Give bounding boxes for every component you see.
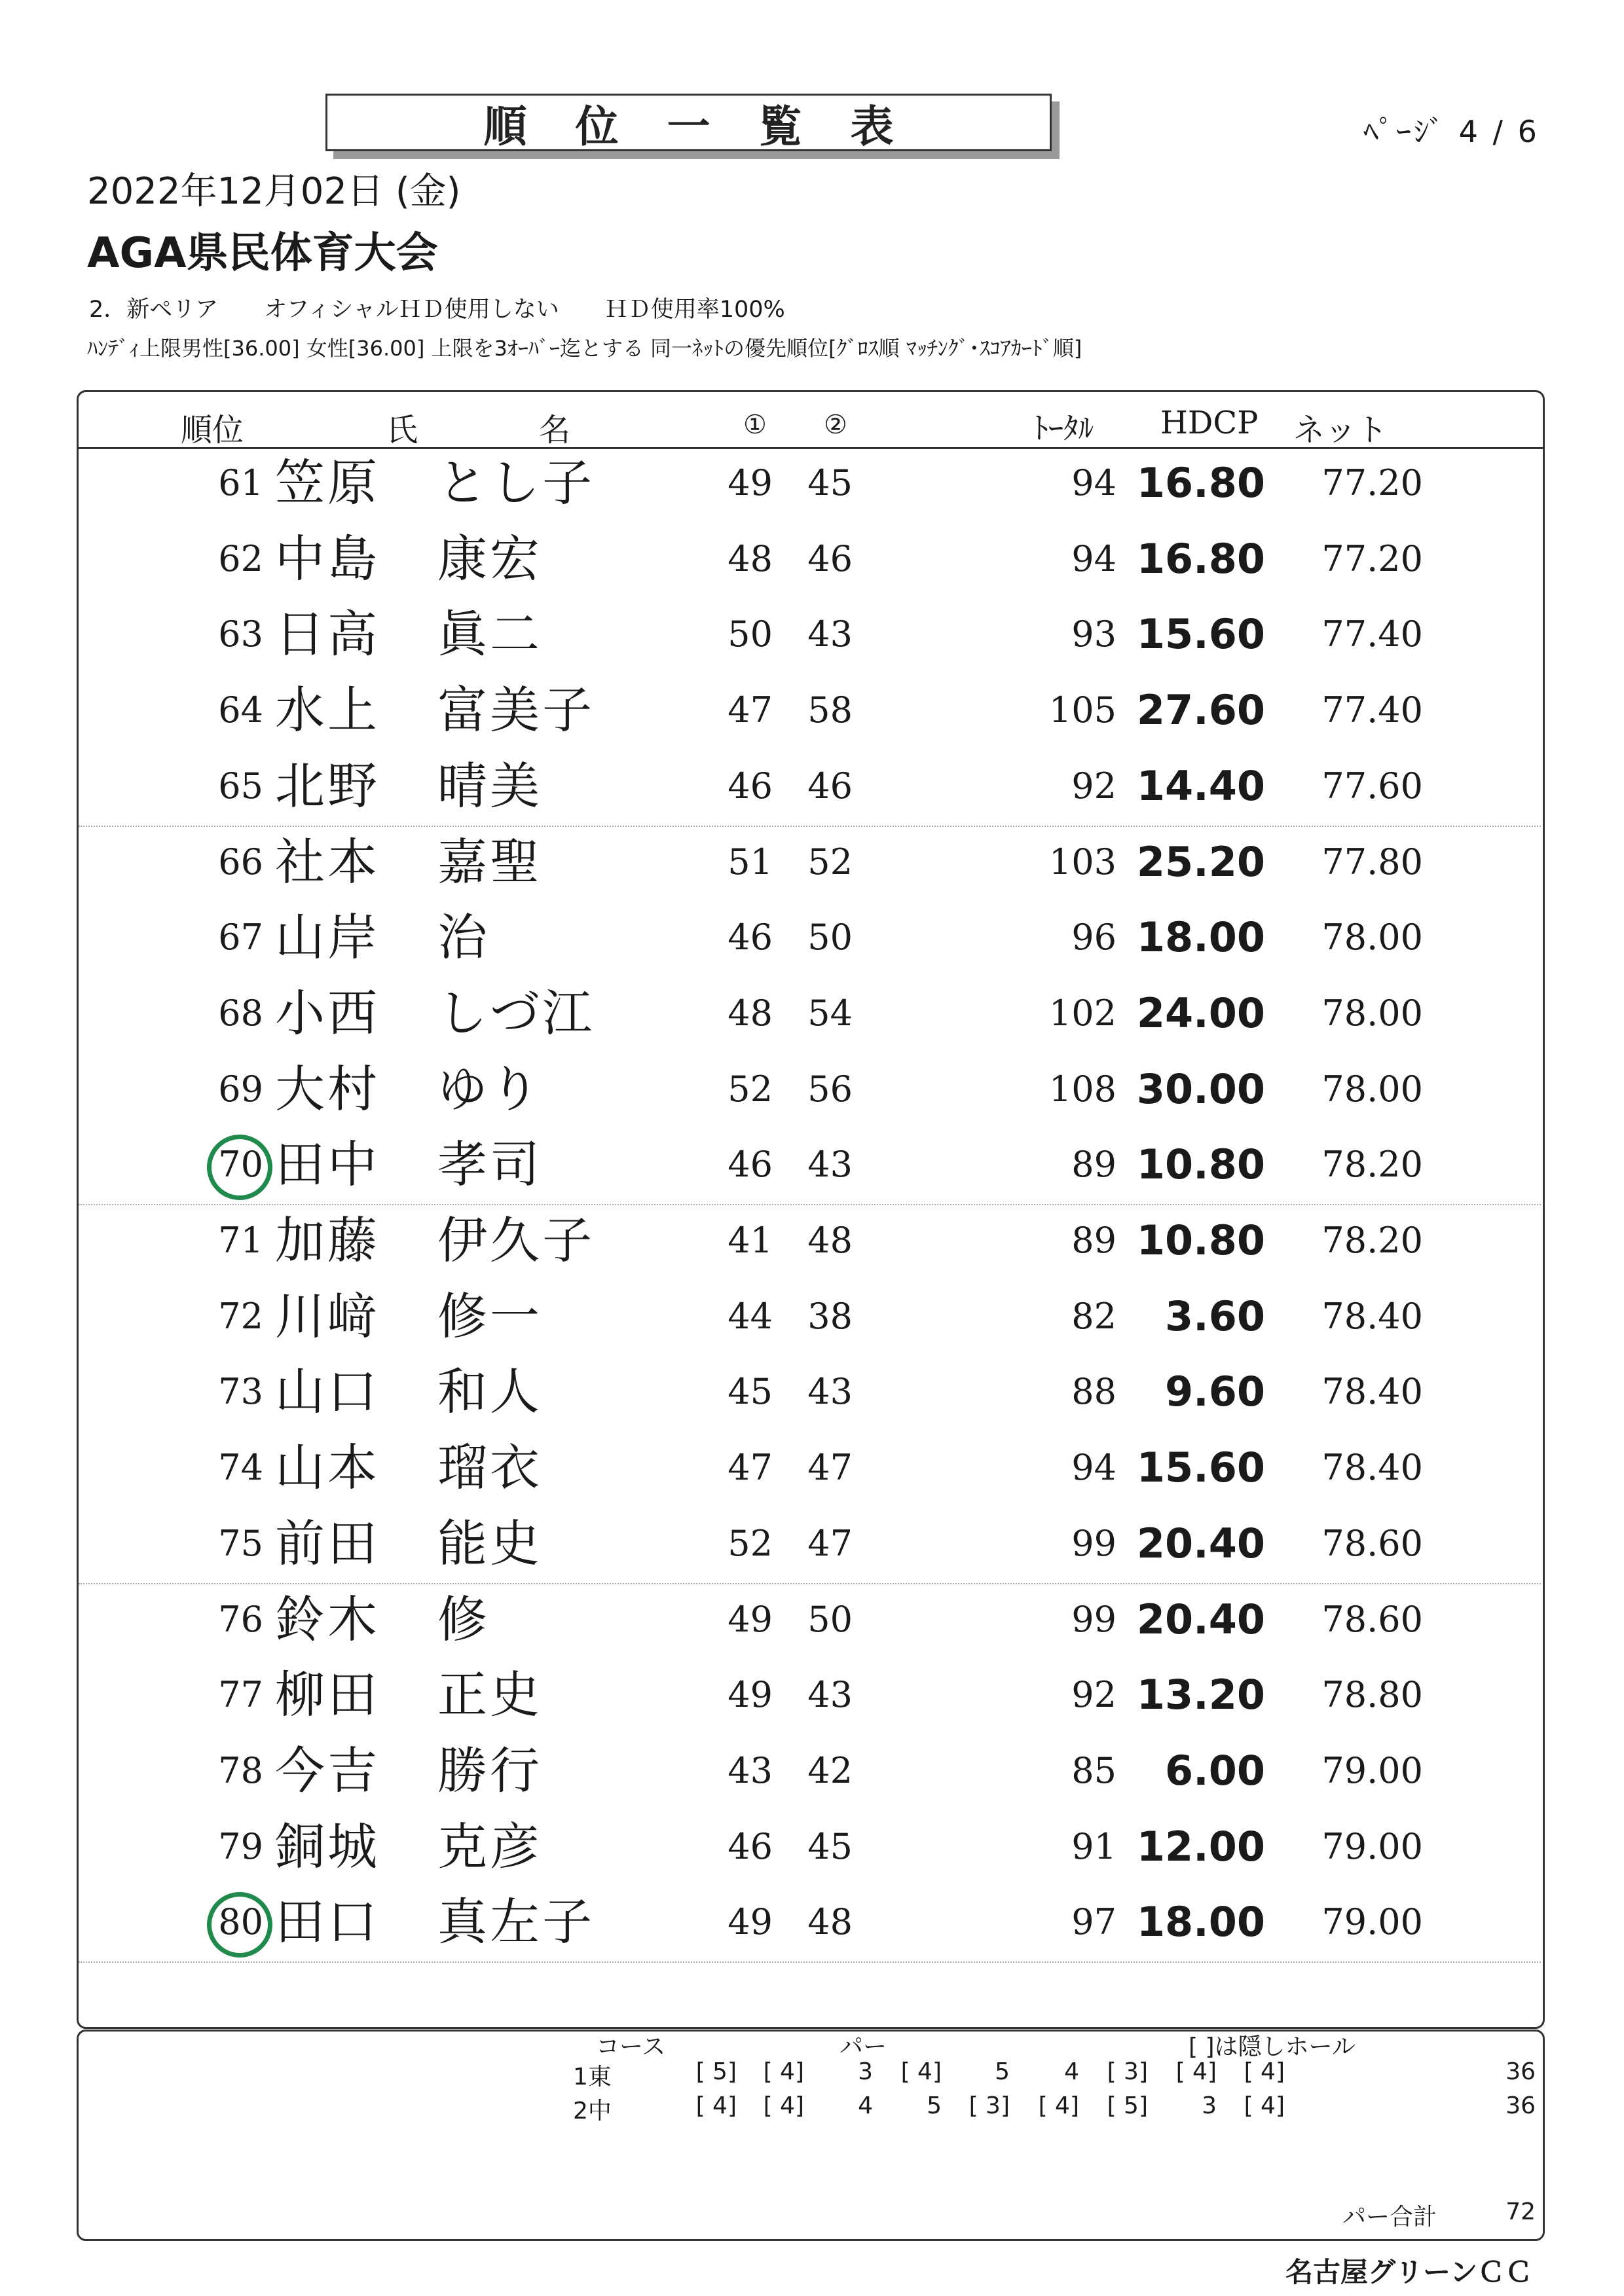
net-score-cell: 77.20: [1321, 538, 1423, 579]
rank-cell: 66: [218, 841, 263, 883]
hdcp-cell: 6.00: [1165, 1746, 1265, 1795]
highlight-circle: [207, 1135, 272, 1200]
in-score-cell: 46: [807, 538, 853, 579]
hdcp-cell: 20.40: [1136, 1519, 1265, 1567]
total-score-cell: 92: [1071, 765, 1116, 807]
rank-cell: 64: [218, 689, 263, 731]
hdcp-cell: 10.80: [1136, 1140, 1265, 1189]
total-score-cell: 82: [1071, 1295, 1116, 1337]
in-score-cell: 42: [807, 1749, 853, 1791]
table-row: [0, 748, 1624, 824]
out-score-cell: 46: [728, 1825, 773, 1867]
given-name-cell: 伊久子: [437, 1211, 595, 1269]
surname-cell: 銅城: [275, 1817, 380, 1876]
given-name-cell: とし子: [437, 454, 595, 512]
surname-cell: 今吉: [275, 1741, 380, 1800]
surname-cell: 田中: [275, 1135, 380, 1194]
surname-cell: 大村: [275, 1059, 380, 1118]
in-score-cell: 50: [807, 1598, 853, 1640]
in-score-cell: 43: [807, 613, 853, 655]
given-name-cell: 勝行: [437, 1741, 542, 1800]
out-score-cell: 46: [728, 917, 773, 958]
table-row: [0, 1127, 1624, 1203]
par-hole-cell: [ 5]: [695, 2058, 737, 2085]
net-score-cell: 77.40: [1321, 689, 1423, 731]
in-score-cell: 54: [807, 992, 853, 1034]
out-score-cell: 47: [728, 1447, 773, 1489]
par-hole-cell: 4: [858, 2092, 873, 2119]
table-row: [0, 521, 1624, 597]
header-net: ネット: [1293, 412, 1388, 448]
out-score-cell: 48: [728, 538, 773, 579]
surname-cell: 日高: [275, 605, 380, 664]
hdcp-cell: 27.60: [1136, 686, 1265, 735]
table-row: [0, 1733, 1624, 1809]
hdcp-cell: 9.60: [1165, 1368, 1265, 1416]
surname-cell: 中島: [275, 529, 380, 588]
given-name-cell: 眞二: [437, 605, 542, 664]
par-course-1-name: 1東: [573, 2064, 612, 2090]
net-score-cell: 78.20: [1321, 1144, 1423, 1186]
surname-cell: 前田: [275, 1514, 380, 1573]
total-score-cell: 93: [1071, 613, 1116, 655]
given-name-cell: 瑠衣: [437, 1438, 542, 1497]
out-score-cell: 52: [728, 1522, 773, 1564]
hdcp-cell: 25.20: [1136, 837, 1265, 886]
given-name-cell: しづ江: [437, 983, 595, 1042]
total-score-cell: 103: [1048, 841, 1116, 883]
net-score-cell: 77.80: [1321, 841, 1423, 883]
table-row: [0, 1809, 1624, 1885]
rank-cell: 74: [218, 1447, 263, 1489]
header-in: ②: [824, 410, 847, 440]
rank-cell: 70: [218, 1144, 263, 1186]
group-separator: [79, 1961, 1541, 1963]
in-score-cell: 48: [807, 1220, 853, 1261]
hdcp-cell: 18.00: [1136, 913, 1265, 962]
out-score-cell: 51: [728, 841, 773, 883]
given-name-cell: 富美子: [437, 681, 595, 740]
total-score-cell: 94: [1071, 1447, 1116, 1489]
header-name-2: 名: [539, 412, 571, 448]
given-name-cell: 正史: [437, 1666, 542, 1724]
given-name-cell: 晴美: [437, 756, 542, 815]
given-name-cell: 修: [437, 1590, 490, 1649]
total-score-cell: 94: [1071, 538, 1116, 579]
given-name-cell: 和人: [437, 1362, 542, 1421]
given-name-cell: 孝司: [437, 1135, 542, 1194]
total-score-cell: 92: [1071, 1674, 1116, 1716]
net-score-cell: 78.40: [1321, 1447, 1423, 1489]
par-hole-cell: [ 4]: [900, 2058, 942, 2085]
given-name-cell: 能史: [437, 1514, 542, 1573]
header-total: ﾄｰﾀﾙ: [1033, 410, 1094, 446]
par-hole-cell: [ 4]: [1244, 2058, 1285, 2085]
rank-cell: 76: [218, 1598, 263, 1640]
par-hole-cell: [ 4]: [1175, 2058, 1217, 2085]
in-score-cell: 38: [807, 1295, 853, 1337]
out-score-cell: 52: [728, 1068, 773, 1110]
out-score-cell: 49: [728, 1901, 773, 1943]
net-score-cell: 79.00: [1321, 1825, 1423, 1867]
net-score-cell: 78.40: [1321, 1371, 1423, 1413]
par-hole-cell: 5: [995, 2058, 1010, 2085]
out-score-cell: 49: [728, 462, 773, 503]
table-row: [0, 1582, 1624, 1658]
out-score-cell: 49: [728, 1598, 773, 1640]
in-score-cell: 43: [807, 1371, 853, 1413]
in-score-cell: 47: [807, 1447, 853, 1489]
surname-cell: 加藤: [275, 1211, 380, 1269]
hdcp-cell: 14.40: [1136, 761, 1265, 810]
rule-line-2: ﾊﾝﾃﾞｨ上限男性[36.00] 女性[36.00] 上限を3ｵｰﾊﾞｰ迄とする 同一ﾈｯﾄの優先順位[ｸﾞﾛｽ順 ﾏｯﾁﾝｸﾞ･ｽｺｱｶｰﾄﾞ順]: [87, 336, 1082, 361]
net-score-cell: 77.20: [1321, 462, 1423, 503]
total-score-cell: 105: [1048, 689, 1116, 731]
rule-line-1: 2．新ペリア オフィシャルＨＤ使用しない ＨＤ使用率100%: [89, 297, 785, 323]
in-score-cell: 46: [807, 765, 853, 807]
in-score-cell: 45: [807, 462, 853, 503]
rank-cell: 69: [218, 1068, 263, 1110]
par-course-2-total: 36: [1505, 2092, 1536, 2119]
total-score-cell: 89: [1071, 1220, 1116, 1261]
event-name: AGA県民体育大会: [87, 229, 438, 278]
net-score-cell: 77.40: [1321, 613, 1423, 655]
rank-cell: 80: [218, 1901, 263, 1943]
rank-cell: 68: [218, 992, 263, 1034]
rank-cell: 73: [218, 1371, 263, 1413]
total-score-cell: 99: [1071, 1598, 1116, 1640]
total-score-cell: 85: [1071, 1749, 1116, 1791]
total-score-cell: 94: [1071, 462, 1116, 503]
in-score-cell: 48: [807, 1901, 853, 1943]
in-score-cell: 45: [807, 1825, 853, 1867]
par-course-2-name: 2中: [573, 2098, 612, 2124]
given-name-cell: 康宏: [437, 529, 542, 588]
out-score-cell: 48: [728, 992, 773, 1034]
net-score-cell: 78.00: [1321, 917, 1423, 958]
par-hole-cell: [ 3]: [969, 2092, 1010, 2119]
total-score-cell: 89: [1071, 1144, 1116, 1186]
total-score-cell: 97: [1071, 1901, 1116, 1943]
hdcp-cell: 16.80: [1136, 459, 1265, 507]
hdcp-cell: 20.40: [1136, 1595, 1265, 1643]
out-score-cell: 50: [728, 613, 773, 655]
par-hole-cell: [ 4]: [695, 2092, 737, 2119]
par-hole-cell: [ 4]: [763, 2092, 804, 2119]
page-indicator: ﾍﾟｰｼﾞ 4 / 6: [1363, 114, 1540, 149]
given-name-cell: 真左子: [437, 1893, 595, 1952]
net-score-cell: 78.20: [1321, 1220, 1423, 1261]
par-hole-cell: 5: [927, 2092, 942, 2119]
rank-cell: 62: [218, 538, 263, 579]
in-score-cell: 50: [807, 917, 853, 958]
total-score-cell: 88: [1071, 1371, 1116, 1413]
out-score-cell: 46: [728, 1144, 773, 1186]
par-total: 72: [1505, 2198, 1536, 2225]
table-row: [0, 1354, 1624, 1430]
par-hole-cell: [ 4]: [1244, 2092, 1285, 2119]
rank-cell: 79: [218, 1825, 263, 1867]
hdcp-cell: 15.60: [1136, 610, 1265, 659]
in-score-cell: 43: [807, 1674, 853, 1716]
hdcp-cell: 16.80: [1136, 534, 1265, 583]
table-row: [0, 1884, 1624, 1960]
given-name-cell: 治: [437, 908, 490, 967]
surname-cell: 山岸: [275, 908, 380, 967]
par-label: パー: [840, 2033, 887, 2060]
hdcp-cell: 18.00: [1136, 1898, 1265, 1946]
surname-cell: 北野: [275, 756, 380, 815]
in-score-cell: 58: [807, 689, 853, 731]
out-score-cell: 49: [728, 1674, 773, 1716]
header-hdcp: HDCP: [1160, 405, 1259, 441]
par-hole-cell: 3: [1202, 2092, 1217, 2119]
net-score-cell: 78.60: [1321, 1598, 1423, 1640]
table-row: [0, 975, 1624, 1051]
total-score-cell: 102: [1048, 992, 1116, 1034]
surname-cell: 鈴木: [275, 1590, 380, 1649]
table-row: [0, 672, 1624, 748]
surname-cell: 水上: [275, 681, 380, 740]
par-course-label: コース: [596, 2033, 666, 2060]
table-row: [0, 596, 1624, 672]
hdcp-cell: 10.80: [1136, 1216, 1265, 1264]
out-score-cell: 44: [728, 1295, 773, 1337]
out-score-cell: 45: [728, 1371, 773, 1413]
venue-name: 名古屋グリーンＣＣ: [1285, 2256, 1533, 2288]
net-score-cell: 78.00: [1321, 992, 1423, 1034]
in-score-cell: 47: [807, 1522, 853, 1564]
given-name-cell: 修一: [437, 1286, 542, 1345]
total-score-cell: 91: [1071, 1825, 1116, 1867]
rank-cell: 77: [218, 1674, 263, 1716]
hdcp-cell: 13.20: [1136, 1671, 1265, 1719]
par-hole-cell: [ 4]: [1038, 2092, 1079, 2119]
total-score-cell: 108: [1048, 1068, 1116, 1110]
hdcp-cell: 24.00: [1136, 989, 1265, 1037]
rank-cell: 72: [218, 1295, 263, 1337]
surname-cell: 田口: [275, 1893, 380, 1952]
net-score-cell: 78.80: [1321, 1674, 1423, 1716]
surname-cell: 柳田: [275, 1666, 380, 1724]
table-row: [0, 1430, 1624, 1506]
in-score-cell: 56: [807, 1068, 853, 1110]
par-course-1-total: 36: [1505, 2058, 1536, 2085]
rank-cell: 78: [218, 1749, 263, 1791]
par-hole-cell: 3: [858, 2058, 873, 2085]
total-score-cell: 96: [1071, 917, 1116, 958]
page-title: 順位一覧表: [483, 101, 942, 152]
surname-cell: 小西: [275, 983, 380, 1042]
out-score-cell: 43: [728, 1749, 773, 1791]
par-hole-cell: [ 3]: [1107, 2058, 1148, 2085]
net-score-cell: 78.40: [1321, 1295, 1423, 1337]
table-row: [0, 1657, 1624, 1733]
table-row: [0, 824, 1624, 900]
table-row: [0, 1279, 1624, 1355]
rank-cell: 65: [218, 765, 263, 807]
surname-cell: 笠原: [275, 454, 380, 512]
given-name-cell: 克彦: [437, 1817, 542, 1876]
out-score-cell: 47: [728, 689, 773, 731]
hdcp-cell: 12.00: [1136, 1822, 1265, 1870]
net-score-cell: 79.00: [1321, 1749, 1423, 1791]
rank-cell: 67: [218, 917, 263, 958]
rank-cell: 63: [218, 613, 263, 655]
title-box: [325, 94, 1052, 151]
header-rank: 順位: [181, 412, 244, 448]
par-total-label: パー合計: [1342, 2204, 1437, 2231]
table-row: [0, 445, 1624, 521]
given-name-cell: ゆり: [437, 1059, 542, 1118]
table-row: [0, 1203, 1624, 1279]
header-name-1: 氏: [386, 412, 418, 448]
rank-cell: 61: [218, 462, 263, 503]
par-hole-cell: [ 5]: [1107, 2092, 1148, 2119]
out-score-cell: 41: [728, 1220, 773, 1261]
surname-cell: 山本: [275, 1438, 380, 1497]
event-date: 2022年12月02日 (金): [87, 170, 461, 213]
out-score-cell: 46: [728, 765, 773, 807]
hidden-hole-note: [ ]は隠しホール: [1189, 2033, 1356, 2060]
net-score-cell: 78.60: [1321, 1522, 1423, 1564]
rank-cell: 75: [218, 1522, 263, 1564]
in-score-cell: 52: [807, 841, 853, 883]
rank-cell: 71: [218, 1220, 263, 1261]
net-score-cell: 79.00: [1321, 1901, 1423, 1943]
header-out: ①: [743, 410, 767, 440]
par-hole-cell: 4: [1064, 2058, 1079, 2085]
surname-cell: 山口: [275, 1362, 380, 1421]
table-row: [0, 900, 1624, 975]
table-row: [0, 1506, 1624, 1582]
hdcp-cell: 3.60: [1165, 1292, 1265, 1340]
highlight-circle: [207, 1892, 272, 1958]
net-score-cell: 78.00: [1321, 1068, 1423, 1110]
table-row: [0, 1051, 1624, 1127]
surname-cell: 川﨑: [275, 1286, 380, 1345]
hdcp-cell: 15.60: [1136, 1444, 1265, 1492]
given-name-cell: 嘉聖: [437, 832, 542, 891]
in-score-cell: 43: [807, 1144, 853, 1186]
par-hole-cell: [ 4]: [763, 2058, 804, 2085]
net-score-cell: 77.60: [1321, 765, 1423, 807]
hdcp-cell: 30.00: [1136, 1065, 1265, 1113]
surname-cell: 社本: [275, 832, 380, 891]
total-score-cell: 99: [1071, 1522, 1116, 1564]
